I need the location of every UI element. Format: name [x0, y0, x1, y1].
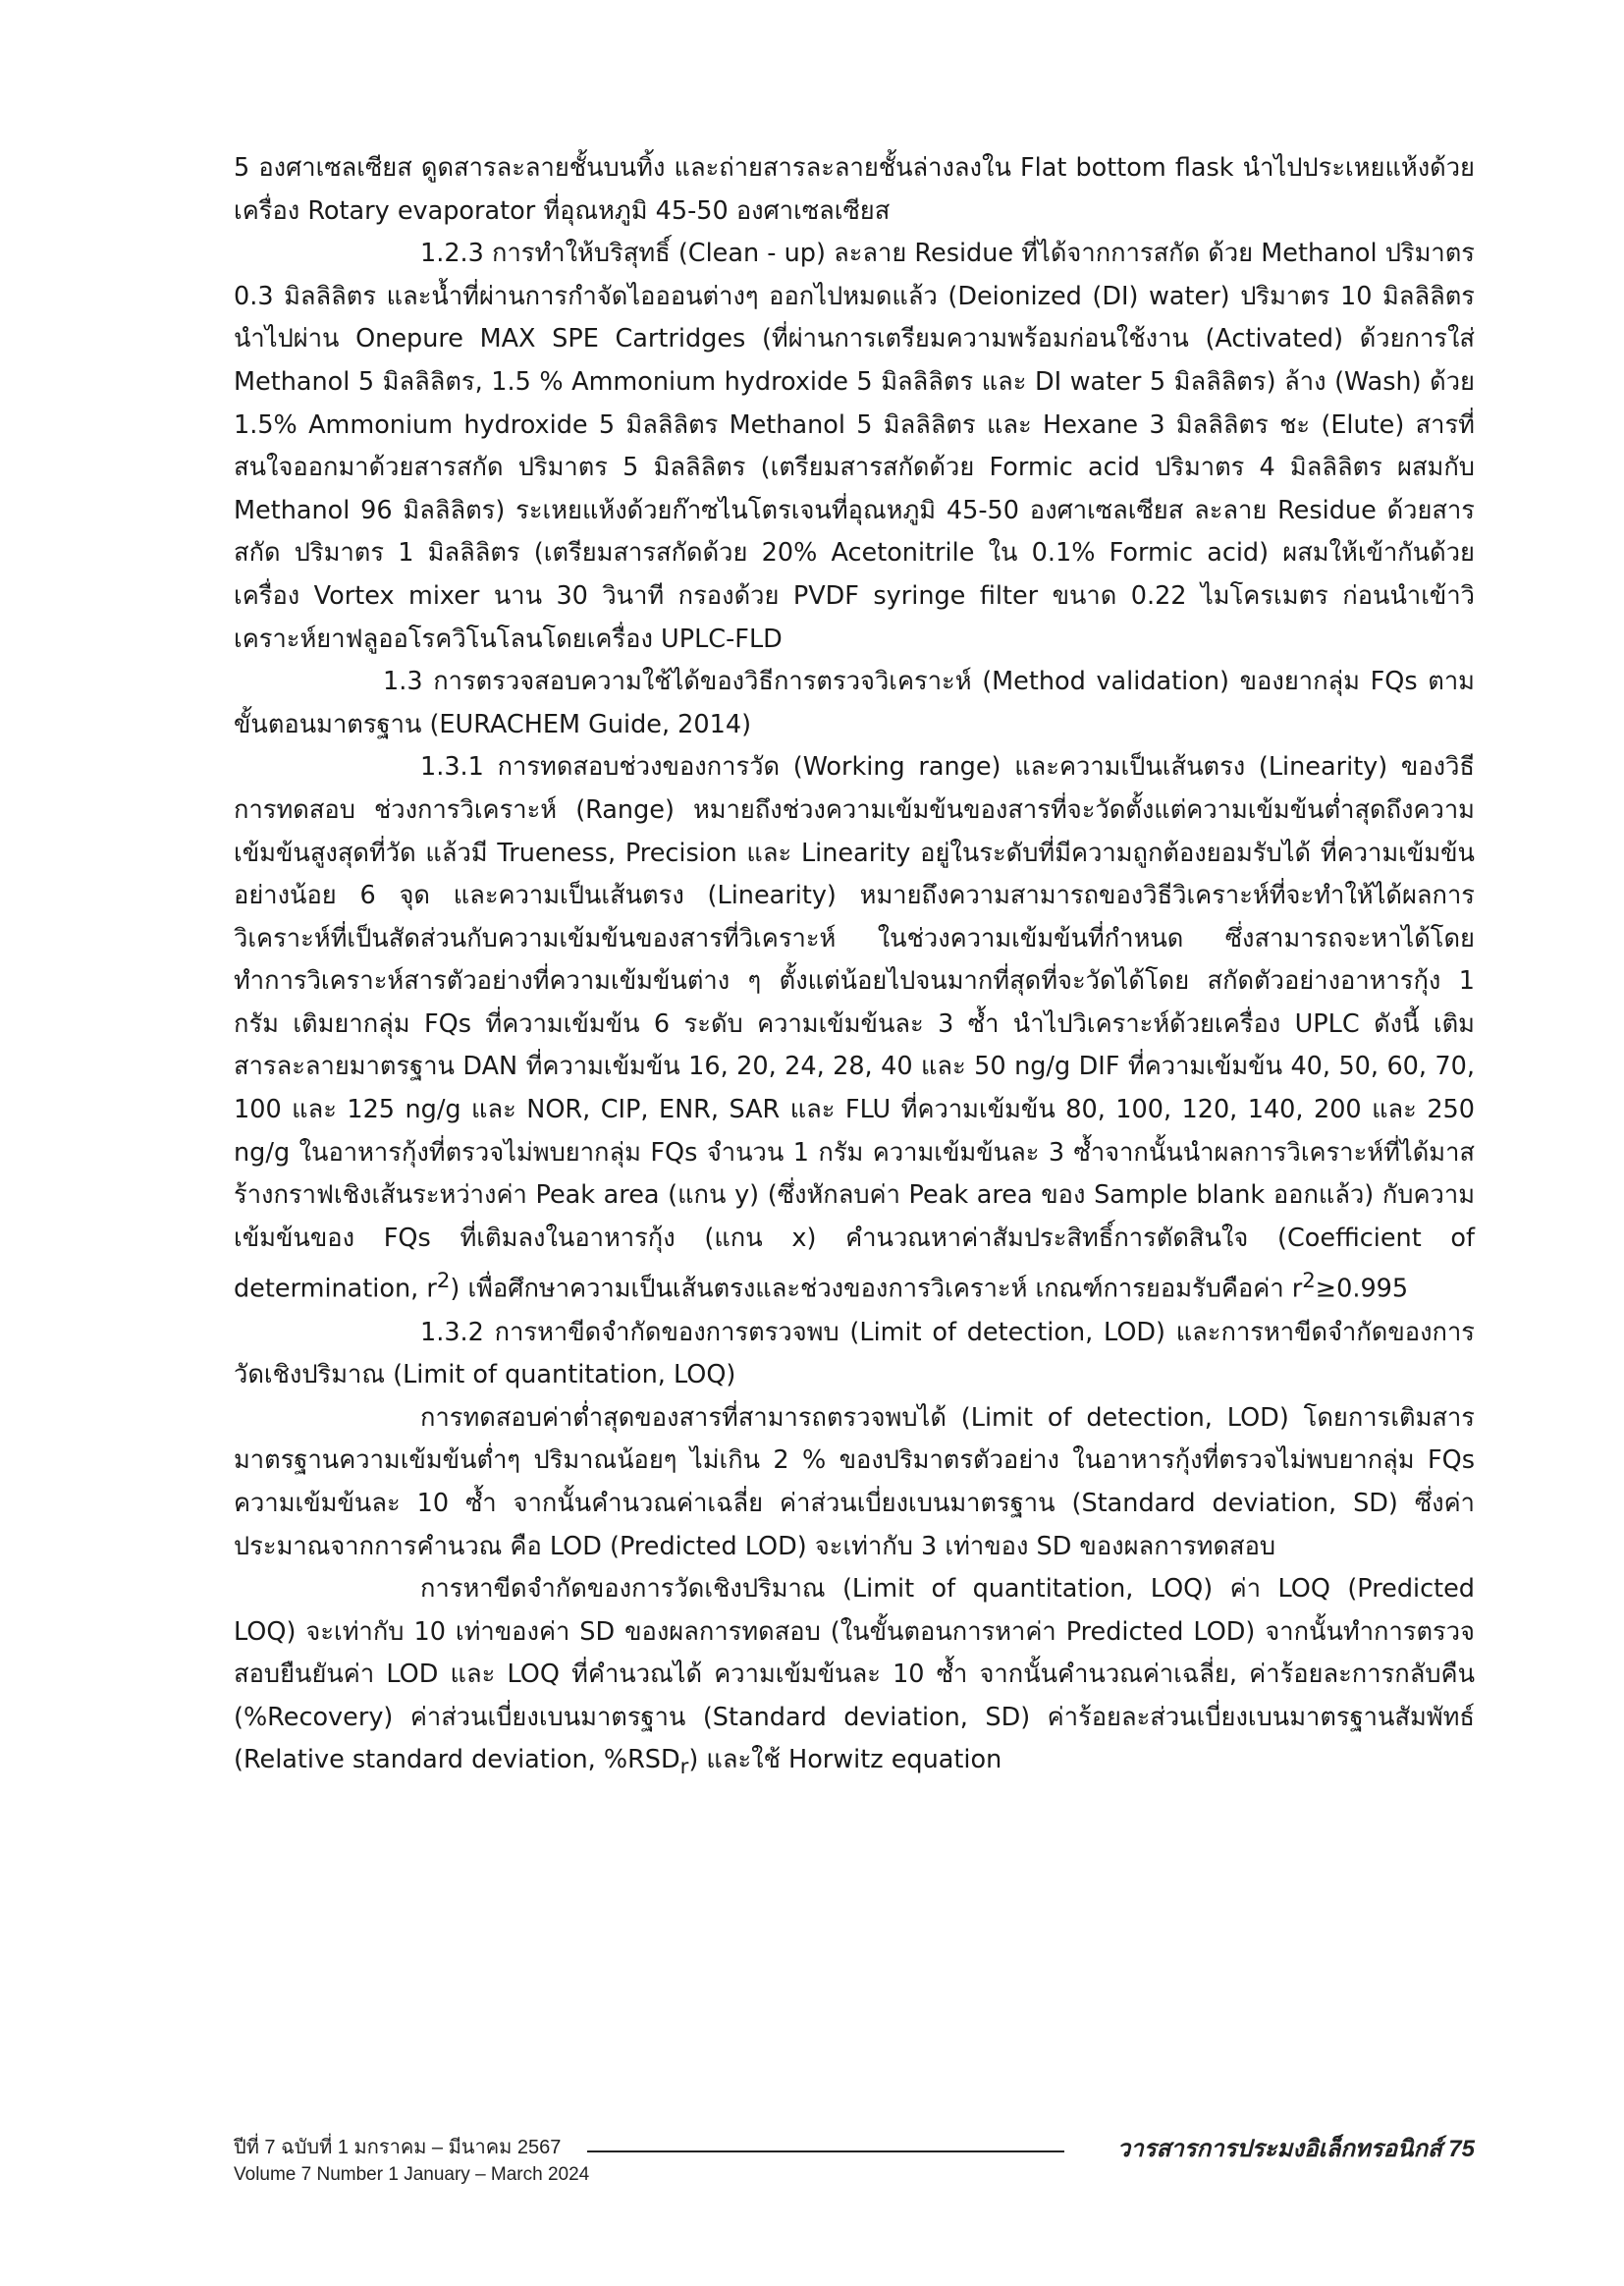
superscript-2: 2	[436, 1269, 451, 1294]
page-footer	[234, 2129, 1475, 2186]
journal-name-page-number: วารสารการประมงอิเล็กทรอนิกส์ 75	[1116, 2136, 1475, 2162]
loq-text-end: ) และใช้ Horwitz equation	[688, 1745, 1002, 1775]
superscript-2: 2	[1302, 1269, 1316, 1294]
paragraph-lod-loq-heading: 1.3.2 การหาขีดจำกัดของการตรวจพบ (Limit of detection, LOD) และการหาขีดจำกัดของการวัดเชิงปริมาณ (Limit of quantitation, LOQ)	[234, 1317, 1475, 1390]
issue-info-english: Volume 7 Number 1 January – March 2024	[234, 2164, 590, 2185]
linearity-text: 1.3.1 การทดสอบช่วงของการวัด (Working range) และความเป็นเส้นตรง (Linearity) ของวิธีการทดสอบ ช่วงการวิเคราะห์ (Range) หมายถึงช่วงความเข้มข้นของสารที่จะวัดตั้งแต่ความเข้มข้นต่ำสุดถึงความเข้มข้นสูงสุดที่วัด แล้วมี Trueness, Precision และ Linearity อยู่ในระดับที่มีความถูกต้องยอมรับได้ ที่ความเข้มข้นอย่างน้อย 6 จุด และความเป็นเส้นตรง (Linearity) หมายถึงความสามารถของวิธีวิเคราะห์ที่จะทำให้ได้ผลการวิเคราะห์ที่เป็นสัดส่วนกับความเข้มข้นของสารที่วิเคราะห์ ในช่วงความเข้มข้นที่กำหนด ซึ่งสามารถจะหาได้โดยทำการวิเคราะห์สารตัวอย่างที่ความเข้มข้นต่าง ๆ ตั้งแต่น้อยไปจนมากที่สุดที่จะวัดได้โดย สกัดตัวอย่างอาหารกุ้ง 1 กรัม เติมยากลุ่ม FQs ที่ความเข้มข้น 6 ระดับ ความเข้มข้นละ 3 ซ้ำ นำไปวิเคราะห์ด้วยเครื่อง UPLC ดังนี้ เติมสารละลายมาตรฐาน DAN ที่ความเข้มข้น 16, 20, 24, 28, 40 และ 50 ng/g DIF ที่ความเข้มข้น 40, 50, 60, 70, 100 และ 125 ng/g และ NOR, CIP, ENR, SAR และ FLU ที่ความเข้มข้น 80, 100, 120, 140, 200 และ 250 ng/g ในอาหารกุ้งที่ตรวจไม่พบยากลุ่ม FQs จำนวน 1 กรัม ความเข้มข้นละ 3 ซ้ำจากนั้นนำผลการวิเคราะห์ที่ได้มาสร้างกราฟเชิงเส้นระหว่างค่า Peak area (แกน y) (ซึ่งหักลบค่า Peak area ของ Sample blank ออกแล้ว) กับความเข้มข้นของ FQs ที่เติมลงในอาหารกุ้ง (แกน x) คำนวณหาค่าสัมประสิทธิ์การตัดสินใจ (Coefficient of determination, r	[234, 752, 1475, 1304]
paragraph-lod: การทดสอบค่าต่ำสุดของสารที่สามารถตรวจพบได้ (Limit of detection, LOD) โดยการเติมสารมาตรฐานความเข้มข้นต่ำๆ ปริมาณน้อยๆ ไม่เกิน 2 % ของปริมาตรตัวอย่าง ในอาหารกุ้งที่ตรวจไม่พบยากลุ่ม FQs ความเข้มข้นละ 10 ซ้ำ จากนั้นคำนวณค่าเฉลี่ย ค่าส่วนเบี่ยงเบนมาตรฐาน (Standard deviation, SD) ซึ่งค่าประมาณจากการคำนวณ คือ LOD (Predicted LOD) จะเท่ากับ 3 เท่าของ SD ของผลการทดสอบ	[234, 1402, 1475, 1561]
paragraph-method-validation: 1.3 การตรวจสอบความใช้ได้ของวิธีการตรวจวิเคราะห์ (Method validation) ของยากลุ่ม FQs ตามขั้นตอนมาตรฐาน (EURACHEM Guide, 2014)	[234, 667, 1475, 739]
paragraph-linearity	[234, 746, 1475, 1311]
linearity-criterion: ≥0.995	[1315, 1274, 1409, 1304]
linearity-text-mid: ) เพื่อศึกษาความเป็นเส้นตรงและช่วงของการวิเคราะห์ เกณฑ์การยอมรับคือค่า r	[450, 1274, 1303, 1304]
loq-text: การหาขีดจำกัดของการวัดเชิงปริมาณ (Limit of quantitation, LOQ) ค่า LOQ (Predicted LOQ) จะเท่ากับ 10 เท่าของค่า SD ของผลการทดสอบ (ในขั้นตอนการหาค่า Predicted LOD) จากนั้นทำการตรวจสอบยืนยันค่า LOD และ LOQ ที่คำนวณได้ ความเข้มข้นละ 10 ซ้ำ จากนั้นคำนวณค่าเฉลี่ย, ค่าร้อยละการกลับคืน (%Recovery) ค่าส่วนเบี่ยงเบนมาตรฐาน (Standard deviation, SD) ค่าร้อยละส่วนเบี่ยงเบนมาตรฐานสัมพัทธ์ (Relative standard deviation, %RSD	[234, 1574, 1475, 1775]
paragraph-clean-up: 1.2.3 การทำให้บริสุทธิ์ (Clean - up) ละลาย Residue ที่ได้จากการสกัด ด้วย Methanol ปริมาตร 0.3 มิลลิลิตร และน้ำที่ผ่านการกำจัดไอออนต่างๆ ออกไปหมดแล้ว (Deionized (DI) water) ปริมาตร 10 มิลลิลิตร นำไปผ่าน Onepure MAX SPE Cartridges (ที่ผ่านการเตรียมความพร้อมก่อนใช้งาน (Activated) ด้วยการใส่ Methanol 5 มิลลิลิตร, 1.5 % Ammonium hydroxide 5 มิลลิลิตร และ DI water 5 มิลลิลิตร) ล้าง (Wash) ด้วย 1.5% Ammonium hydroxide 5 มิลลิลิตร Methanol 5 มิลลิลิตร และ Hexane 3 มิลลิลิตร ชะ (Elute) สารที่สนใจออกมาด้วยสารสกัด ปริมาตร 5 มิลลิลิตร (เตรียมสารสกัดด้วย Formic acid ปริมาตร 4 มิลลิลิตร ผสมกับ Methanol 96 มิลลิลิตร) ระเหยแห้งด้วยก๊าซไนโตรเจนที่อุณหภูมิ 45-50 องศาเซลเซียส ละลาย Residue ด้วยสารสกัด ปริมาตร 1 มิลลิลิตร (เตรียมสารสกัดด้วย 20% Acetonitrile ใน 0.1% Formic acid) ผสมให้เข้ากันด้วยเครื่อง Vortex mixer นาน 30 วินาที กรองด้วย PVDF syringe filter ขนาด 0.22 ไมโครเมตร ก่อนนำเข้าวิเคราะห์ยาฟลูออโรควิโนโลนโดยเครื่อง UPLC-FLD	[234, 239, 1475, 654]
issue-info-thai: ปีที่ 7 ฉบับที่ 1 มกราคม – มีนาคม 2567	[234, 2137, 562, 2158]
body-text	[234, 147, 1475, 1789]
footer-rule	[587, 2150, 1064, 2152]
paragraph-continuation: 5 องศาเซลเซียส ดูดสารละลายชั้นบนทิ้ง และถ่ายสารละลายชั้นล่างลงใน Flat bottom flask นำไปประเหยแห้งด้วยเครื่อง Rotary evaporator ที่อุณหภูมิ 45-50 องศาเซลเซียส	[234, 153, 1475, 226]
subscript-r: r	[679, 1755, 689, 1780]
paragraph-loq	[234, 1568, 1475, 1789]
